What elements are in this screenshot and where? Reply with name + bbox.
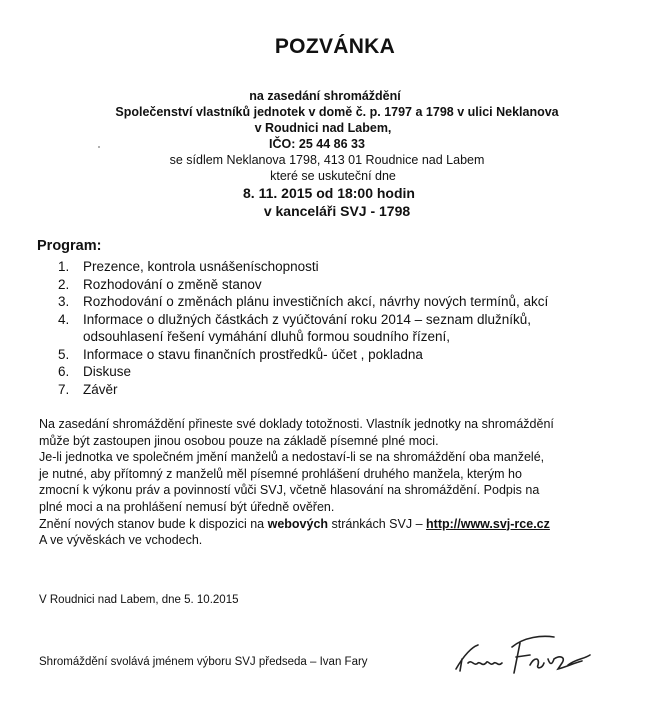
header-line-association: Společenství vlastníků jednotek v domě č. p. 1797 a 1798 v ulici Neklanova: [115, 105, 559, 119]
website-text-suffix: stránkách SVJ –: [328, 516, 427, 531]
notice-line: může být zastoupen jinou osobou pouze na základě písemné plné moci.: [39, 433, 439, 448]
program-item: [58, 276, 548, 294]
program-item-text: Prezence, kontrola usnášeníschopnosti: [83, 259, 319, 274]
header-line-town: v Roudnici nad Labem,: [254, 121, 392, 135]
header-line-takes-place: které se uskuteční dne: [270, 169, 396, 183]
program-item: [58, 363, 548, 381]
program-item-number: 2.: [58, 276, 70, 292]
website-emphasis: webových: [267, 516, 329, 531]
header-line-seat: se sídlem Neklanova 1798, 413 01 Roudnice nad Labem: [169, 153, 485, 167]
handwritten-signature: [450, 625, 610, 685]
program-list: [58, 258, 548, 398]
notice-line: je nutné, aby přítomný z manželů měl písemné prohlášení druhého manžela, kterým ho: [39, 466, 522, 481]
program-item: [58, 381, 548, 399]
program-item-text: Závěr: [83, 381, 118, 397]
program-item-text: Diskuse: [83, 364, 132, 379]
notice-line: Je-li jednotka ve společném jmění manželů a nedostaví-li se na shromáždění oba manželé,: [39, 450, 545, 465]
notice-line: plné moci a na prohlášení nemusí být úředně ověřen.: [39, 499, 335, 514]
program-item-number: 4.: [58, 311, 70, 327]
website-text: Znění nových stanov bude k dispozici na: [39, 516, 268, 531]
program-item-number: 5.: [58, 346, 70, 362]
program-item-text: Rozhodování o změně stanov: [83, 276, 262, 292]
notice-line-website: [39, 516, 649, 533]
program-item: [58, 346, 548, 364]
convener-line: Shromáždění svolává jménem výboru SVJ předseda – Ivan Fary: [39, 656, 368, 668]
document-title: POZVÁNKA: [274, 35, 396, 58]
program-item: [58, 293, 548, 311]
program-item-text: Rozhodování o změnách plánu investičních akcí, návrhy nových termínů, akcí: [83, 294, 549, 309]
header-line-ico: IČO: 25 44 86 33: [269, 137, 365, 151]
notice-paragraph: [39, 416, 649, 549]
program-item-text: Informace o stavu finančních prostředků- účet , pokladna: [83, 346, 423, 362]
notice-line: A ve vývěskách ve vchodech.: [39, 533, 203, 548]
header-line-location: v kanceláři SVJ - 1798: [263, 203, 411, 219]
program-heading: Program:: [37, 238, 102, 254]
place-and-date: V Roudnici nad Labem, dne 5. 10.2015: [39, 594, 239, 606]
header-line-meeting: na zasedání shromáždění: [249, 89, 401, 103]
program-item-number: 6.: [58, 364, 70, 379]
program-item: [58, 311, 548, 346]
notice-line: zmocní k výkonu práv a povinností vůči SVJ, včetně hlasování na shromáždění. Podpis na: [39, 483, 540, 498]
invitation-header: [0, 88, 670, 220]
program-item-number: 1.: [58, 259, 70, 274]
notice-line: Na zasedání shromáždění přineste své doklady totožnosti. Vlastník jednotky na shromáždění: [39, 417, 554, 431]
program-item: [58, 258, 548, 276]
program-item-text: Informace o dlužných částkách z vyúčtování roku 2014 – seznam dlužníků, odsouhlasení řešení vymáhání dluhů formou soudního řízení,: [83, 311, 531, 344]
program-item-number: 7.: [58, 381, 70, 397]
program-item-number: 3.: [58, 294, 70, 309]
header-line-date-time: 8. 11. 2015 od 18:00 hodin: [243, 185, 415, 201]
website-link[interactable]: http://www.svj-rce.cz: [426, 516, 550, 531]
